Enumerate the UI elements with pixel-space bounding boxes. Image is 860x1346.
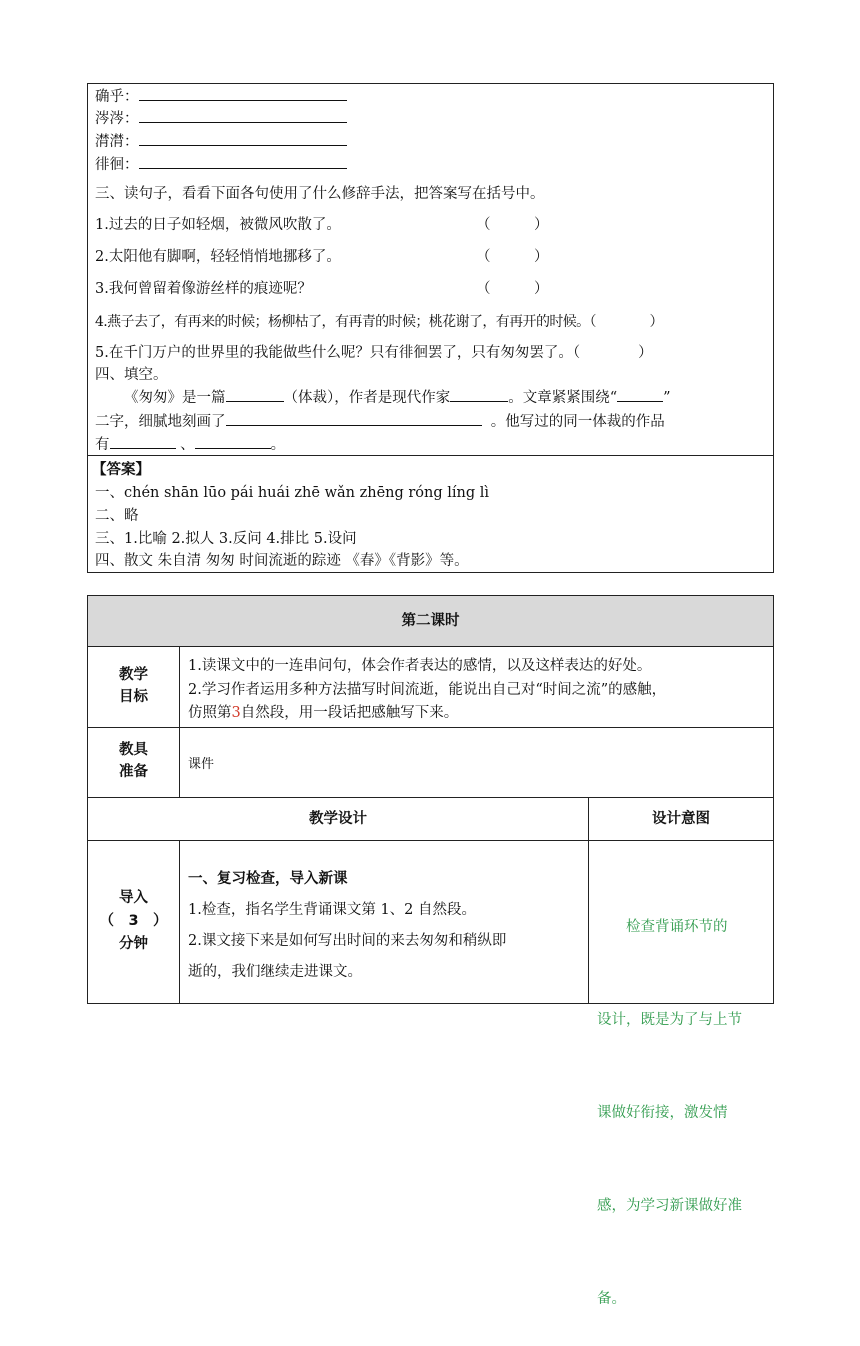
tools-label: 教具 准备 <box>119 742 148 780</box>
row-divider <box>87 840 774 841</box>
section3-title: 三、读句子，看看下面各句使用了什么修辞手法，把答案写在括号中。 <box>95 186 545 202</box>
row-divider <box>87 797 774 798</box>
intro-step-2a: 2.课文接下来是如何写出时间的来去匆匆和稍纵即 <box>188 933 507 949</box>
section4-title: 四、填空。 <box>95 367 168 383</box>
answer-line-2: 二、略 <box>95 508 139 524</box>
goal-2: 2.学习作者运用多种方法描写时间流逝，能说出自己对“时间之流”的感触， <box>188 682 667 698</box>
answer-paren-1[interactable]: （ ） <box>476 217 549 233</box>
answers-heading: 【答案】 <box>92 462 150 478</box>
section4-para-3: 有 、 。 <box>95 434 285 456</box>
answer-paren-2[interactable]: （ ） <box>476 249 549 265</box>
section4-para-2: 二字，细腻地刻画了 。他写过的同一体裁的作品 <box>95 411 665 433</box>
section3-item-5: 5.在千门万户的世界里的我能做些什么呢？只有徘徊罢了，只有匆匆罢了。（ ） <box>95 345 653 361</box>
section4-para-1: 《匆匆》是一篇 （体裁），作者是现代作家 。文章紧紧围绕“ ” <box>124 387 671 409</box>
paragraph-number: 3 <box>231 705 241 721</box>
section3-item-2: 2.太阳他有脚啊，轻轻悄悄地挪移了。 <box>95 249 341 265</box>
intro-step-1: 1.检查，指名学生背诵课文第 1、2 自然段。 <box>188 902 477 918</box>
blank[interactable] <box>139 154 347 169</box>
blank[interactable] <box>226 411 482 426</box>
intent-header: 设计意图 <box>652 811 710 827</box>
blank[interactable] <box>617 387 663 402</box>
blank[interactable] <box>139 86 347 101</box>
blank[interactable] <box>139 131 347 146</box>
lesson-title: 第二课时 <box>401 613 460 629</box>
blank[interactable] <box>110 434 176 449</box>
tools-value: 课件 <box>188 757 215 772</box>
answer-line-4: 四、散文 朱自清 匆匆 时间流逝的踪迹 《春》《背影》等。 <box>95 553 469 569</box>
intro-title: 一、复习检查，导入新课 <box>188 871 348 887</box>
col-divider <box>179 646 180 797</box>
section3-item-3: 3.我何曾留着像游丝样的痕迹呢？ <box>95 281 312 297</box>
answer-line-3: 三、1.比喻 2.拟人 3.反问 4.排比 5.设问 <box>95 531 357 547</box>
col-divider <box>179 840 180 1004</box>
vocab-line-1: 确乎： <box>95 86 347 108</box>
answer-paren-3[interactable]: （ ） <box>476 281 549 297</box>
section3-item-4: 4.燕子去了，有再来的时候；杨柳枯了，有再青的时候；桃花谢了，有再开的时候。（ ） <box>95 314 663 330</box>
vocab-line-2: 涔涔： <box>95 108 347 130</box>
design-header: 教学设计 <box>309 811 367 827</box>
vocab-line-4: 徘徊： <box>95 154 347 176</box>
section3-item-1: 1.过去的日子如轻烟，被微风吹散了。 <box>95 217 341 233</box>
intro-step-2b: 逝的，我们继续走进课文。 <box>188 964 362 980</box>
intent-text: 检查背诵环节的 设计，既是为了与上节 课做好衔接，激发情 感，为学习新课做好准 备。 <box>597 919 742 1307</box>
goal-1: 1.读课文中的一连串问句，体会作者表达的感情，以及这样表达的好处。 <box>188 658 652 674</box>
row-divider <box>87 727 774 728</box>
row-divider <box>87 646 774 647</box>
goals-label: 教学 目标 <box>119 667 148 705</box>
blank[interactable] <box>195 434 271 449</box>
blank[interactable] <box>139 108 347 123</box>
goal-3: 仿照第3自然段，用一段话把感触写下来。 <box>188 705 459 721</box>
intro-label: 导入 （ 3 ） 分钟 <box>99 890 168 952</box>
answer-line-1: 一、chén shān lūo pái huái zhē wǎn zhēng róng líng lì <box>95 485 490 501</box>
vocab-line-3: 潸潸： <box>95 131 347 153</box>
blank[interactable] <box>450 387 508 402</box>
blank[interactable] <box>226 387 284 402</box>
